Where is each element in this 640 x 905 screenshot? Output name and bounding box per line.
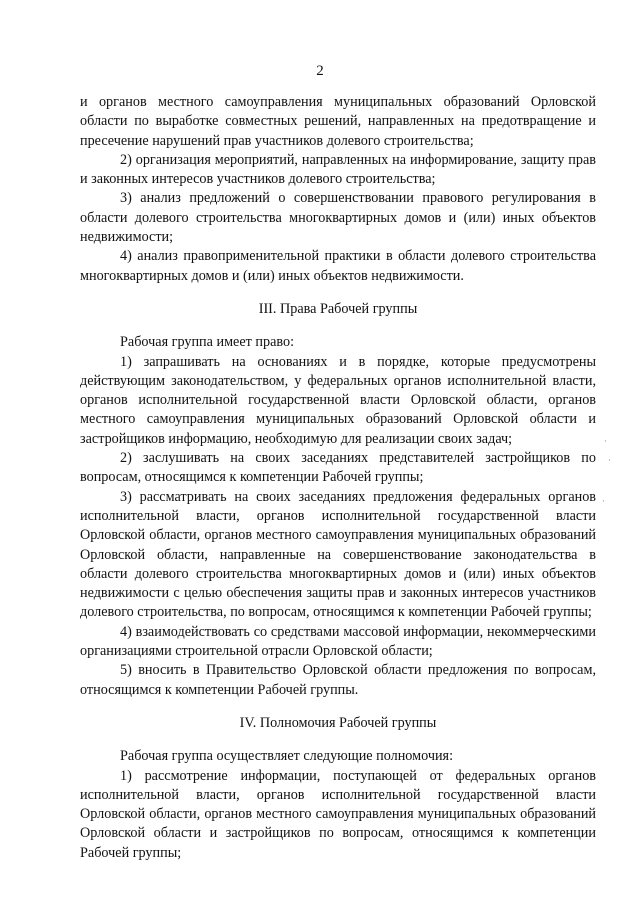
section-intro: Рабочая группа имеет право: [120,334,295,351]
scan-mark: · [602,497,605,507]
document-body [80,93,596,863]
list-item: 4) взаимодействовать со средствами массовой информации, некоммерческими организациями строительной отрасли Орловской области; [80,623,596,660]
paragraph-continuation: и органов местного самоуправления муниципальных образований Орловской области по выработке совместных решений, направленных на предотвращение и пресечение нарушений прав участников долевого строительства; [80,94,596,149]
list-item: 3) рассматривать на своих заседаниях предложения федеральных органов исполнительной власти, органов исполнительной государственной власти Орловской области, органов местного самоуправления муниципальных образований Орловской области, направленные на совершенствование законодательства в области долевого строительства многоквартирных домов и (или) иных объектов недвижимости с целью обеспечения защиты прав и законных интересов участников долевого строительства, по вопросам, относящимся к компетенции Рабочей группы; [80,488,596,621]
section-heading-powers: IV. Полномочия Рабочей группы [239,714,437,731]
scan-mark: · [608,456,611,466]
list-item: 2) заслушивать на своих заседаниях представителей застройщиков по вопросам, относящимся к компетенции Рабочей группы; [80,450,596,486]
list-item: 1) запрашивать на основаниях и в порядке, которые предусмотрены действующим законодательством, у федеральных органов исполнительной власти, органов исполнительной государственной власти Орловской области, органов местного самоуправления муниципальных образований Орловской области и застройщиков информацию, необходимую для реализации своих задач; [80,353,596,447]
section-heading-rights: III. Права Рабочей группы [258,300,418,317]
section-intro: Рабочая группа осуществляет следующие полномочия: [120,748,454,765]
list-item: 5) вносить в Правительство Орловской области предложения по вопросам, относящимся к компетенции Рабочей группы. [80,662,596,698]
scan-mark: · [604,437,607,447]
list-item: 2) организация мероприятий, направленных на информирование, защиту прав и законных интересов участников долевого строительства; [80,151,596,188]
page-number: 2 [316,63,324,79]
list-item: 3) анализ предложений о совершенствовании правового регулирования в области долевого строительства многоквартирных домов и (или) иных объектов недвижимости; [80,190,596,246]
list-item: 1) рассмотрение информации, поступающей от федеральных органов исполнительной власти, органов исполнительной государственной власти Орловской области, органов местного самоуправления муниципальных образований Орловской области и застройщиков по вопросам, относящимся к компетенции Рабочей группы; [80,767,596,861]
list-item: 4) анализ правоприменительной практики в области долевого строительства многоквартирных домов и (или) иных объектов недвижимости. [80,248,596,284]
